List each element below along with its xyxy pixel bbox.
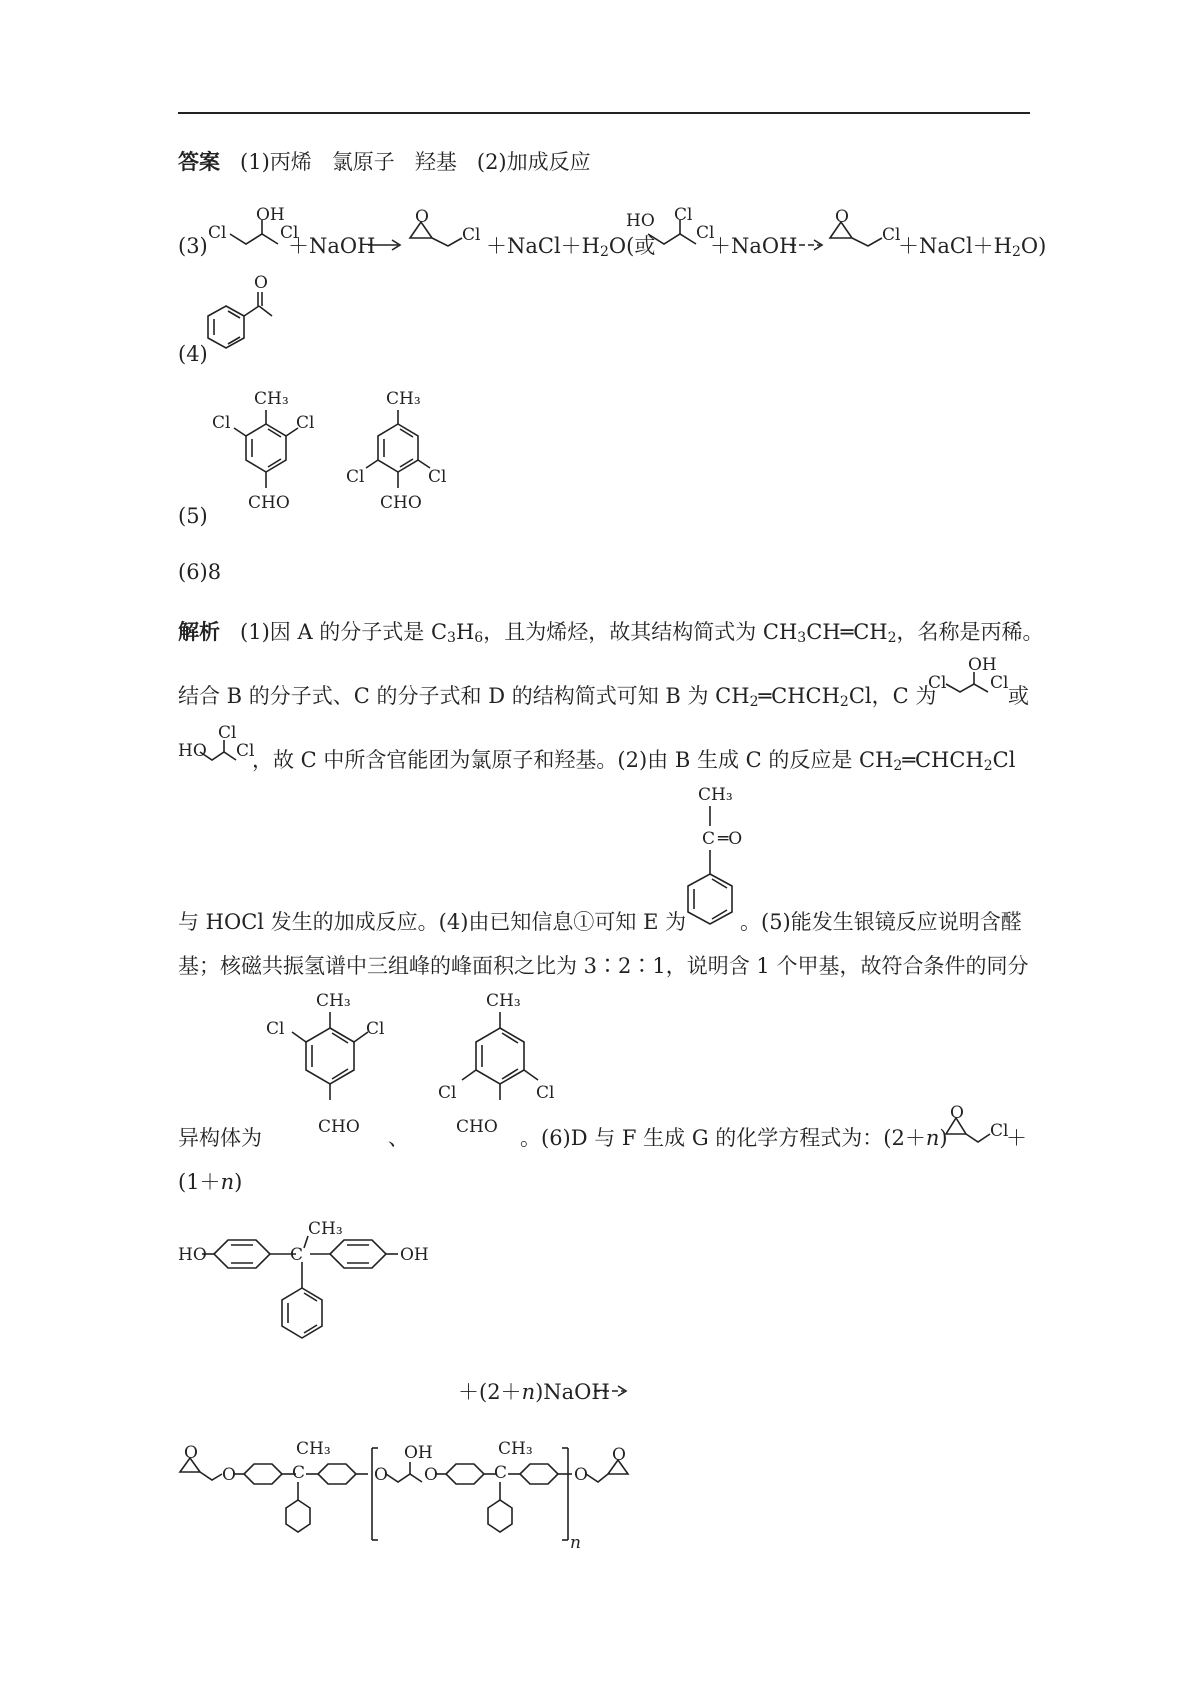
svg-text:Cl: Cl — [462, 225, 481, 245]
answer-3-naoh-2: ＋NaOH — [710, 234, 798, 258]
svg-text:O: O — [612, 1445, 626, 1465]
svg-text:O: O — [835, 207, 849, 227]
top-rule — [178, 112, 1030, 114]
answer-3-num: (3) — [178, 234, 208, 258]
analysis-line-8: ＋(2＋n)NaOH — [458, 1380, 610, 1404]
svg-text:C: C — [494, 1463, 508, 1483]
svg-text:OH: OH — [256, 205, 285, 225]
bisphenol-structure — [178, 1219, 458, 1372]
answer-6: (6)8 — [178, 560, 222, 584]
svg-text:CHO: CHO — [456, 1117, 498, 1137]
analysis-or: 或 — [1008, 684, 1029, 708]
svg-text:C: C — [292, 1463, 306, 1483]
analysis-isomer-1 — [262, 988, 402, 1148]
svg-text:Cl: Cl — [536, 1083, 555, 1103]
svg-text:OH: OH — [968, 655, 997, 675]
answer-1b: 氯原子 — [331, 150, 395, 174]
arrow-icon — [368, 238, 404, 252]
analysis-line-4a: 与 HOCl 发生的加成反应。(4)由已知信息①可知 E 为 — [178, 910, 687, 934]
svg-text:Cl: Cl — [990, 1121, 1009, 1141]
epichlorohydrin-analysis — [944, 1104, 1014, 1148]
svg-text:Cl: Cl — [438, 1083, 457, 1103]
svg-text:Cl: Cl — [266, 1019, 285, 1039]
analysis-dun: 、 — [388, 1126, 409, 1150]
svg-text:O: O — [222, 1465, 236, 1485]
epichlorohydrin-structure — [406, 208, 486, 252]
answer-2: (2)加成反应 — [476, 150, 591, 174]
answer-3-products: $+NaCl+H_2O$(或 — [486, 234, 656, 260]
svg-text:n: n — [570, 1533, 581, 1553]
epichlorohydrin-structure-2 — [826, 208, 906, 252]
svg-text:CH₃: CH₃ — [254, 389, 289, 409]
dichloropropanol-isomer-structure — [626, 205, 715, 250]
svg-text:Cl: Cl — [208, 223, 227, 243]
c-structure-1 — [928, 655, 1014, 702]
polymer-structure — [178, 1428, 648, 1553]
analysis-plus: ＋ — [1006, 1126, 1027, 1150]
svg-text:CH₃: CH₃ — [316, 991, 351, 1011]
svg-text:CHO: CHO — [380, 493, 422, 513]
svg-text:Cl: Cl — [990, 673, 1009, 693]
svg-text:Cl: Cl — [296, 413, 315, 433]
answer-3-naoh: ＋NaOH — [288, 234, 376, 258]
isomer-1-structure — [208, 388, 328, 528]
answer-4-num: (4) — [178, 342, 208, 366]
svg-text:O: O — [574, 1465, 588, 1485]
arrow-icon — [594, 1384, 630, 1398]
svg-text:HO: HO — [178, 741, 207, 761]
acetophenone-structure — [204, 273, 284, 366]
svg-text:CH₃: CH₃ — [308, 1219, 343, 1239]
svg-text:Cl: Cl — [696, 223, 715, 243]
svg-text:O: O — [424, 1465, 438, 1485]
svg-text:O: O — [950, 1103, 964, 1123]
svg-text:Cl: Cl — [428, 467, 447, 487]
svg-text:CH₃: CH₃ — [386, 389, 421, 409]
arrow-icon — [790, 238, 826, 252]
analysis-line-4b: 。(5)能发生银镜反应说明含醛 — [740, 910, 1022, 934]
svg-text:Cl: Cl — [882, 225, 901, 245]
analysis-line-6a: 异构体为 — [178, 1126, 262, 1150]
svg-text:CH₃: CH₃ — [486, 991, 521, 1011]
svg-text:CHO: CHO — [248, 493, 290, 513]
svg-text:CH₃: CH₃ — [698, 785, 733, 805]
svg-text:Cl: Cl — [346, 467, 365, 487]
svg-text:Cl: Cl — [212, 413, 231, 433]
answer-5-num: (5) — [178, 504, 208, 528]
svg-text:Cl: Cl — [236, 741, 255, 761]
svg-text:═O: ═O — [718, 829, 743, 849]
analysis-line-2: 结合 B 的分子式、C 的分子式和 D 的结构简式可知 B 为 $CH_2═CHCH_2Cl$，C 为 — [178, 684, 937, 710]
svg-text:C: C — [702, 829, 716, 849]
analysis-line-3: ，故 C 中所含官能团为氯原子和羟基。(2)由 B 生成 C 的反应是 $CH_2═CHCH_2Cl$ — [252, 748, 1016, 774]
svg-text:HO: HO — [626, 211, 655, 231]
svg-text:OH: OH — [400, 1245, 429, 1265]
svg-text:Cl: Cl — [674, 205, 693, 225]
c-structure-2 — [178, 723, 258, 770]
svg-text:O: O — [254, 273, 268, 293]
svg-text:C: C — [290, 1245, 304, 1265]
svg-text:Cl: Cl — [928, 673, 947, 693]
isomer-2-structure — [340, 388, 460, 528]
svg-text:HO: HO — [178, 1245, 207, 1265]
svg-text:Cl: Cl — [218, 723, 237, 743]
answer-line-1 — [178, 148, 591, 176]
svg-text:OH: OH — [404, 1443, 433, 1463]
dichloropropanol-structure — [208, 205, 299, 250]
answer-3-products-2: $+NaCl+H_2O$) — [898, 234, 1047, 260]
analysis-label: 解析 — [178, 620, 220, 644]
answer-label: 答案 — [178, 150, 220, 174]
svg-text:Cl: Cl — [366, 1019, 385, 1039]
svg-text:CHO: CHO — [318, 1117, 360, 1137]
svg-text:O: O — [415, 207, 429, 227]
svg-text:Cl: Cl — [280, 223, 299, 243]
svg-text:O: O — [374, 1465, 388, 1485]
analysis-line-5: 基；核磁共振氢谱中三组峰的峰面积之比为 3∶2∶1，说明含 1 个甲基，故符合条件的同分 — [178, 954, 1029, 978]
svg-text:CH₃: CH₃ — [296, 1439, 331, 1459]
svg-text:CH₃: CH₃ — [498, 1439, 533, 1459]
analysis-line-6c: 。(6)D 与 F 生成 G 的化学方程式为：(2＋n) — [520, 1126, 948, 1150]
analysis-line-7: (1＋n) — [178, 1170, 243, 1194]
answer-1c: 羟基 — [414, 150, 457, 174]
analysis-line-1: 解析 (1)因 A 的分子式是 $C_3H_6$，且为烯烃，故其结构简式为 $CH_3CH═CH_2$，名称是丙稀。 — [178, 620, 1044, 646]
answer-1: (1)丙烯 — [240, 150, 312, 174]
svg-text:O: O — [184, 1443, 198, 1463]
